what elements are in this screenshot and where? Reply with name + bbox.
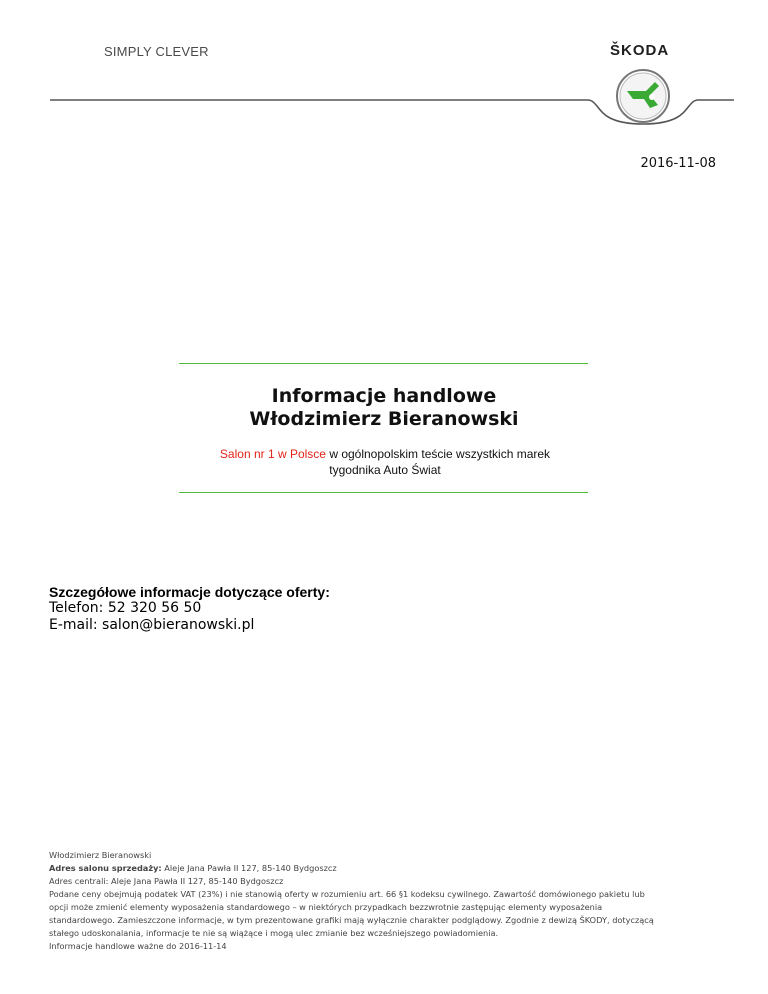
title-line-2: Włodzimierz Bieranowski bbox=[249, 408, 519, 430]
footer-sales-address bbox=[49, 862, 729, 875]
footer-disclaimer-1: Podane ceny obejmują podatek VAT (23%) i nie stanowią oferty w rozumieniu art. 66 §1 kodeksu cywilnego. Zawartość domówionego pakietu lub bbox=[49, 889, 645, 899]
top-divider bbox=[179, 363, 588, 364]
page-header bbox=[0, 0, 768, 130]
skoda-logo-icon bbox=[600, 64, 686, 126]
subtitle-text-1: w ogólnopolskim teście wszystkich marek bbox=[325, 447, 551, 461]
brand-wordmark: ŠKODA bbox=[610, 42, 670, 59]
footer-sales-value: Aleje Jana Pawła II 127, 85-140 Bydgoszcz bbox=[161, 863, 337, 873]
footer-hq-address: Adres centrali: Aleje Jana Pawła II 127, 85-140 Bydgoszcz bbox=[49, 876, 284, 886]
subtitle bbox=[190, 446, 580, 478]
footer-disclaimer-4: stałego udoskonalania, informacje te nie są wiążące i mogą ulec zmianie bez wcześniejszego powiadomienia. bbox=[49, 928, 499, 938]
subtitle-line-2: tygodnika Auto Świat bbox=[329, 463, 441, 477]
footer bbox=[49, 849, 729, 953]
title-line-1: Informacje handlowe bbox=[271, 385, 497, 407]
footer-disclaimer-3: standardowego. Zamieszczone informacje, w tym prezentowane grafiki mają wyłącznie charakter podglądowy. Zgodnie z dewizą ŠKODY, dotyczącą bbox=[49, 915, 654, 925]
footer-sales-label: Adres salonu sprzedaży: bbox=[49, 863, 162, 873]
footer-disclaimer-2: opcji może zmienić elementy wyposażenia standardowego – w niektórych przypadkach bezzwrotnie zastępując elementy wyposażenia bbox=[49, 902, 603, 912]
contact-phone: Telefon: 52 320 56 50 bbox=[49, 600, 202, 616]
footer-company: Włodzimierz Bieranowski bbox=[49, 850, 152, 860]
slogan: SIMPLY CLEVER bbox=[104, 44, 209, 59]
contact-heading: Szczegółowe informacje dotyczące oferty: bbox=[49, 584, 330, 600]
footer-validity: Informacje handlowe ważne do 2016-11-14 bbox=[49, 941, 227, 951]
document-date: 2016-11-08 bbox=[640, 156, 716, 171]
bottom-divider bbox=[179, 492, 588, 493]
subtitle-line-1 bbox=[190, 446, 580, 462]
subtitle-highlight: Salon nr 1 w Polsce bbox=[219, 447, 326, 461]
contact-email: E-mail: salon@bieranowski.pl bbox=[49, 617, 255, 633]
